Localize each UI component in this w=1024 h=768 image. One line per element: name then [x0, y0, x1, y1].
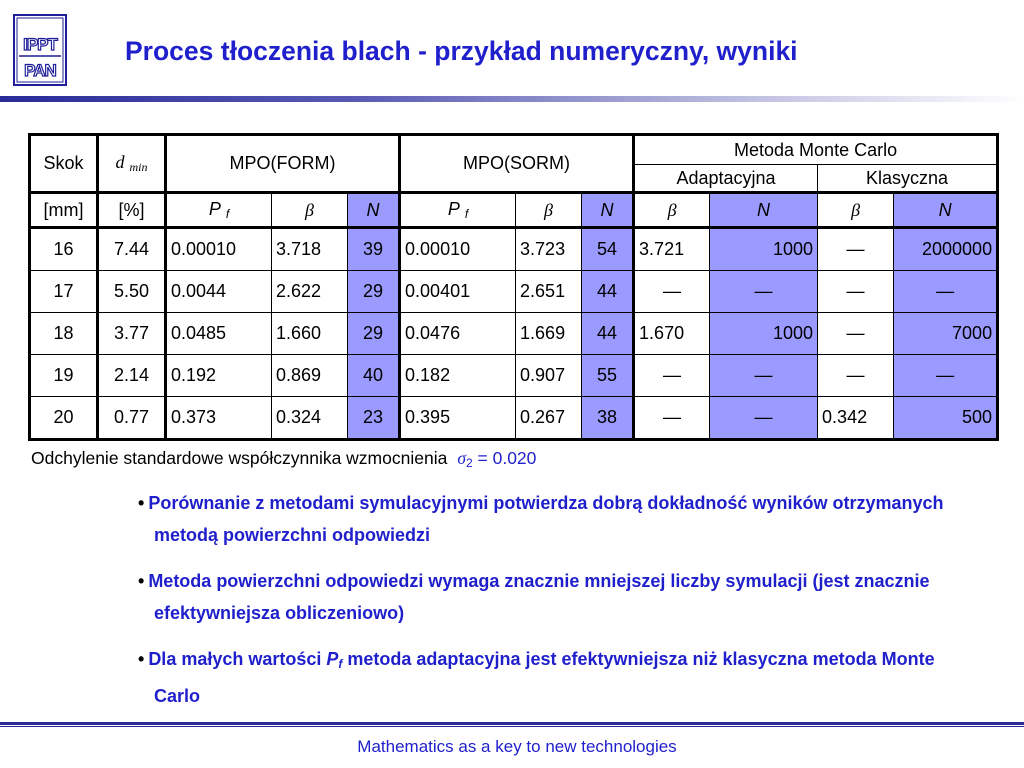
ippt-pan-logo [13, 14, 67, 86]
table-row [30, 228, 998, 271]
conclusion-item-1: • Porównanie z metodami symulacyjnymi potwierdza dobrą dokładność wyników otrzymanych metodą powierzchni odpowiedzi [138, 493, 944, 545]
header-n-classic: N [894, 193, 998, 228]
header-pf-sorm: P $_f$ [400, 193, 516, 228]
table-cell: 5.50 [98, 271, 166, 313]
header-beta-sorm: β [516, 193, 582, 228]
table-cell: 0.0044 [166, 271, 272, 313]
table-cell: — [710, 355, 818, 397]
table-cell: 2000000 [894, 228, 998, 271]
std-deviation-note [31, 448, 536, 470]
bullet-icon: • [138, 649, 145, 669]
table-cell: 0.373 [166, 397, 272, 440]
table-cell: 44 [582, 271, 634, 313]
footer-divider [0, 722, 1024, 725]
header-pf-form: P $_f$ [166, 193, 272, 228]
table-cell: 0.0476 [400, 313, 516, 355]
table-cell: 0.907 [516, 355, 582, 397]
table-cell: 1.660 [272, 313, 348, 355]
header-mpo-form: MPO(FORM) [166, 135, 400, 193]
bullet-icon: • [138, 493, 145, 513]
header-beta-classic: β [818, 193, 894, 228]
table-cell: 54 [582, 228, 634, 271]
table-cell: 0.324 [272, 397, 348, 440]
table-cell: 0.00010 [166, 228, 272, 271]
table-row [30, 355, 998, 397]
table-cell: 2.622 [272, 271, 348, 313]
table-cell: 17 [30, 271, 98, 313]
table-cell: — [710, 397, 818, 440]
conclusions-list [138, 487, 958, 726]
header-classic: Klasyczna [818, 165, 998, 193]
logo-text-pan: PAN [24, 61, 56, 80]
table-cell: 0.395 [400, 397, 516, 440]
table-cell: — [894, 355, 998, 397]
header-d-subscript: min [129, 160, 148, 174]
sigma-value: $\sigma_2 = 0.020$ [457, 448, 537, 470]
table-cell: — [634, 271, 710, 313]
header-beta-form: β [272, 193, 348, 228]
table-cell: 0.00010 [400, 228, 516, 271]
table-cell: 0.77 [98, 397, 166, 440]
table-cell: — [634, 397, 710, 440]
header-d-symbol: d [115, 152, 125, 172]
header-d-min [98, 135, 166, 193]
results-table [28, 133, 999, 441]
header-n-form: N [348, 193, 400, 228]
table-cell: — [894, 271, 998, 313]
table-cell: 3.77 [98, 313, 166, 355]
header-n-sorm: N [582, 193, 634, 228]
table-cell: — [818, 228, 894, 271]
header-beta-adaptive: β [634, 193, 710, 228]
header-n-adaptive: N [710, 193, 818, 228]
table-cell: 16 [30, 228, 98, 271]
table-cell: 0.267 [516, 397, 582, 440]
table-cell: 0.0485 [166, 313, 272, 355]
table-row [30, 271, 998, 313]
table-cell: 7000 [894, 313, 998, 355]
table-cell: 1000 [710, 228, 818, 271]
table-cell: — [818, 355, 894, 397]
title-divider [0, 96, 1024, 102]
header-adaptive: Adaptacyjna [634, 165, 818, 193]
table-cell: 0.192 [166, 355, 272, 397]
table-cell: — [818, 313, 894, 355]
table-cell: 18 [30, 313, 98, 355]
std-deviation-label: Odchylenie standardowe współczynnika wzmocnienia [31, 448, 448, 468]
table-cell: 2.14 [98, 355, 166, 397]
slide-title: Proces tłoczenia blach - przykład numeryczny, wyniki [125, 36, 798, 66]
header-skok: Skok [30, 135, 98, 193]
footer-text: Mathematics as a key to new technologies [357, 737, 677, 756]
table-cell: 1.670 [634, 313, 710, 355]
table-cell: 38 [582, 397, 634, 440]
header-monte-carlo: Metoda Monte Carlo [634, 135, 998, 165]
table-cell: 0.182 [400, 355, 516, 397]
unit-mm: [mm] [30, 193, 98, 228]
unit-percent: [%] [98, 193, 166, 228]
table-cell: 40 [348, 355, 400, 397]
table-cell: 39 [348, 228, 400, 271]
header-mpo-sorm: MPO(SORM) [400, 135, 634, 193]
table-cell: 7.44 [98, 228, 166, 271]
table-cell: — [710, 271, 818, 313]
table-cell: 3.721 [634, 228, 710, 271]
conclusion-item-3: • Dla małych wartości $P_f$ metoda adaptacyjna jest efektywniejsza niż klasyczna metoda Monte Carlo [138, 649, 935, 706]
table-cell: 44 [582, 313, 634, 355]
table-cell: 20 [30, 397, 98, 440]
table-row [30, 397, 998, 440]
table-cell: 23 [348, 397, 400, 440]
conclusion-item-2: • Metoda powierzchni odpowiedzi wymaga znacznie mniejszej liczby symulacji (jest znacznie efektywniejsza obliczeniowo) [138, 571, 930, 623]
table-cell: 29 [348, 271, 400, 313]
table-cell: — [818, 271, 894, 313]
table-cell: 500 [894, 397, 998, 440]
table-cell: 55 [582, 355, 634, 397]
bullet-icon: • [138, 571, 145, 591]
table-cell: 19 [30, 355, 98, 397]
table-row [30, 313, 998, 355]
table-cell: 3.718 [272, 228, 348, 271]
footer-divider-thin [0, 726, 1024, 727]
table-cell: 2.651 [516, 271, 582, 313]
table-cell: 29 [348, 313, 400, 355]
table-cell: 1.669 [516, 313, 582, 355]
results-table-body [30, 228, 998, 440]
table-cell: — [634, 355, 710, 397]
table-cell: 0.342 [818, 397, 894, 440]
table-cell: 0.869 [272, 355, 348, 397]
table-cell: 1000 [710, 313, 818, 355]
logo-text-ippt: IPPT [23, 35, 57, 54]
table-cell: 0.00401 [400, 271, 516, 313]
table-cell: 3.723 [516, 228, 582, 271]
